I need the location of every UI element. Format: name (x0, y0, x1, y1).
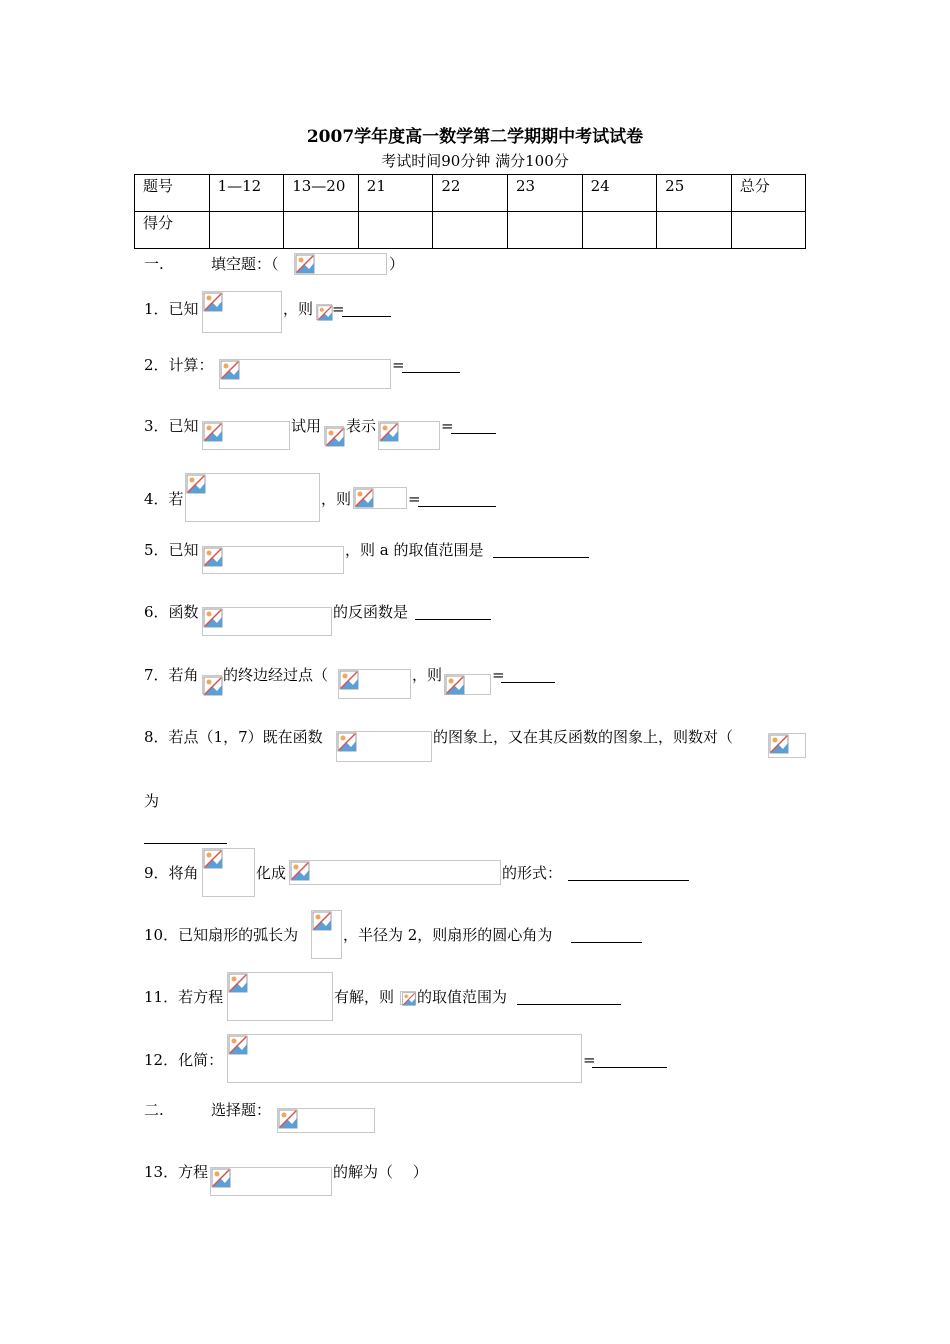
section-title: 填空题：（ (211, 255, 279, 273)
broken-image-icon (401, 992, 417, 1006)
table-cell: 13—20 (284, 175, 359, 212)
question-3-text: 表示 (346, 417, 377, 435)
score-cell[interactable] (582, 212, 657, 249)
table-cell: 24 (582, 175, 657, 212)
broken-image-icon (203, 292, 223, 312)
score-cell[interactable] (507, 212, 582, 249)
broken-image-icon (220, 360, 240, 380)
equals-sign: = (332, 300, 345, 318)
broken-image-icon (317, 305, 333, 321)
table-cell: 21 (358, 175, 433, 212)
formula-image (294, 253, 387, 275)
broken-image-icon (445, 675, 465, 695)
equals-sign: = (392, 356, 405, 374)
question-8-text: 的图象上，又在其反函数的图象上，则数对（ (433, 728, 734, 746)
formula-image (202, 546, 344, 574)
broken-image-icon (290, 861, 310, 881)
broken-image-icon (228, 973, 248, 993)
broken-image-icon (203, 608, 223, 628)
formula-image (444, 674, 491, 695)
score-cell[interactable] (657, 212, 732, 249)
answer-blank[interactable] (402, 358, 460, 373)
score-cell[interactable] (209, 212, 284, 249)
question-13-text: 13．方程 (144, 1163, 209, 1181)
table-cell: 得分 (135, 212, 210, 249)
broken-image-icon (339, 670, 359, 690)
answer-blank[interactable] (571, 928, 642, 943)
question-2-text: 2．计算： (144, 356, 214, 374)
broken-image-icon (312, 911, 332, 931)
broken-image-icon (203, 547, 223, 567)
answer-blank[interactable] (144, 829, 227, 844)
section-close: ） (389, 255, 405, 273)
formula-image (336, 731, 432, 762)
score-cell[interactable] (433, 212, 508, 249)
question-6-text: 6．函数 (144, 603, 199, 621)
section-title: 选择题： (211, 1101, 272, 1119)
broken-image-icon (325, 427, 345, 447)
question-1-text: ，则 (283, 300, 314, 318)
formula-image (289, 860, 501, 885)
question-7-text: 的终边经过点（ (223, 666, 329, 684)
formula-image (210, 1167, 332, 1196)
equals-sign: = (408, 490, 421, 508)
question-7-text: ，则 (412, 666, 443, 684)
question-10-text: ，半径为 2，则扇形的圆心角为 (343, 926, 553, 944)
equals-sign: = (441, 417, 454, 435)
formula-image (311, 910, 342, 959)
formula-image (202, 421, 290, 450)
formula-image (202, 675, 222, 694)
question-11-text: 有解，则 (334, 988, 395, 1006)
equals-sign: = (492, 666, 505, 684)
page-title: 2007学年度高一数学第二学期期中考试试卷 (306, 127, 644, 147)
formula-image (227, 1034, 582, 1083)
broken-image-icon (379, 422, 399, 442)
table-cell: 22 (433, 175, 508, 212)
exam-info: 考试时间90分钟 满分100分 (381, 152, 569, 170)
formula-image (202, 607, 332, 636)
question-4-text: 4．若 (144, 490, 184, 508)
score-cell[interactable] (731, 212, 806, 249)
formula-image (185, 473, 320, 522)
score-table (134, 174, 806, 249)
formula-image (353, 487, 407, 509)
answer-blank[interactable] (342, 302, 391, 317)
formula-image (277, 1108, 375, 1133)
question-13-text: 的解为（ ） (333, 1163, 428, 1181)
question-5-text: 5．已知 (144, 541, 199, 559)
table-cell: 1—12 (209, 175, 284, 212)
question-11-text: 11．若方程 (144, 988, 224, 1006)
formula-image (324, 426, 344, 445)
section-number: 二. (144, 1101, 164, 1119)
table-cell: 23 (507, 175, 582, 212)
table-cell: 25 (657, 175, 732, 212)
broken-image-icon (354, 488, 374, 508)
question-6-text: 的反函数是 (333, 603, 409, 621)
formula-image (227, 972, 333, 1021)
broken-image-icon (295, 254, 315, 274)
answer-blank[interactable] (418, 492, 496, 507)
question-8-text: 8．若点（1，7）既在函数 (144, 728, 323, 746)
question-4-text: ，则 (321, 490, 352, 508)
formula-image (338, 669, 411, 699)
formula-image (219, 359, 391, 389)
formula-image (316, 304, 332, 320)
question-8-text: 为 (144, 792, 160, 810)
answer-blank[interactable] (568, 866, 689, 881)
question-7-text: 7．若角 (144, 666, 199, 684)
answer-blank[interactable] (415, 605, 491, 620)
broken-image-icon (337, 732, 357, 752)
question-9-text: 化成 (256, 864, 287, 882)
table-row (135, 175, 806, 212)
formula-image (378, 421, 440, 450)
question-3-text: 试用 (291, 417, 322, 435)
equals-sign: = (583, 1051, 596, 1069)
table-cell: 题号 (135, 175, 210, 212)
broken-image-icon (278, 1109, 298, 1129)
question-9-text: 9．将角 (144, 864, 199, 882)
broken-image-icon (228, 1035, 248, 1055)
broken-image-icon (203, 849, 223, 869)
answer-blank[interactable] (592, 1053, 667, 1068)
score-cell[interactable] (284, 212, 359, 249)
question-9-text: 的形式： (502, 864, 563, 882)
broken-image-icon (203, 422, 223, 442)
table-cell: 总分 (731, 175, 806, 212)
question-5-text: ，则 a 的取值范围是 (345, 541, 484, 559)
broken-image-icon (203, 676, 223, 696)
formula-image (400, 991, 416, 1005)
formula-image (768, 733, 806, 758)
table-row (135, 212, 806, 249)
formula-image (202, 291, 282, 333)
question-3-text: 3．已知 (144, 417, 199, 435)
question-1-text: 1．已知 (144, 300, 199, 318)
answer-blank[interactable] (501, 668, 555, 683)
answer-blank[interactable] (517, 990, 621, 1005)
broken-image-icon (186, 474, 206, 494)
answer-blank[interactable] (451, 419, 496, 434)
broken-image-icon (769, 734, 789, 754)
answer-blank[interactable] (493, 543, 589, 558)
broken-image-icon (211, 1168, 231, 1188)
score-cell[interactable] (358, 212, 433, 249)
question-10-text: 10．已知扇形的弧长为 (144, 926, 299, 944)
question-11-text: 的取值范围为 (417, 988, 508, 1006)
formula-image (202, 848, 255, 897)
question-12-text: 12．化简： (144, 1051, 224, 1069)
section-number: 一. (144, 255, 164, 273)
